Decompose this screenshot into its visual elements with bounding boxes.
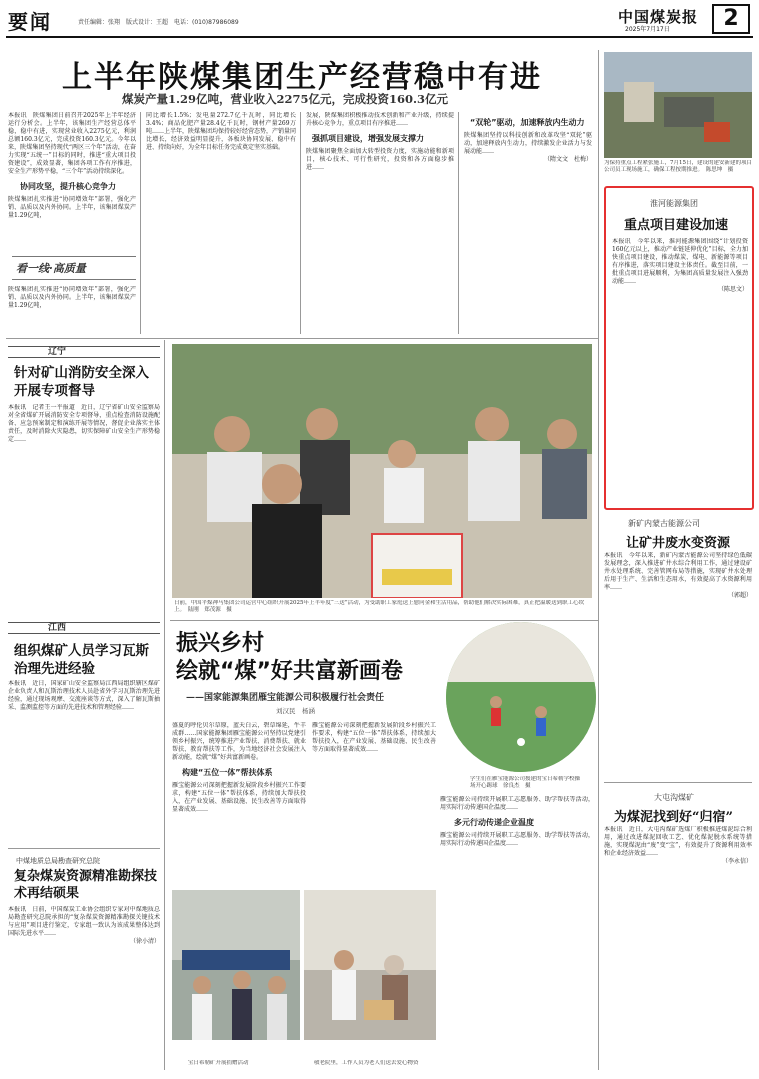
lead-col1-cont-text: 陕煤集团扎实推进“协同增效年”部署，强化产销、品质以及内外协同。上半年，该集团煤炭产量1.29亿吨， [8,286,136,309]
feature-body2-text: 雁宝能源公司深刻把握新发展阶段乡村振兴工作要求，构建“五位一体”帮扶体系，持续加大帮扶投入，在产业发展、基础设施、民生改善等方面取得显著成效…… [172,782,306,813]
mid-body [604,552,752,778]
jiangxi-body [8,680,160,844]
bottom-kicker: 大屯沟煤矿 [654,793,694,802]
right-divider [604,782,752,783]
jiangxi-headline: 组织煤矿人员学习瓦斯治理先进经验 [14,643,149,677]
feature-sub1: 构建“五位一体”帮扶体系 [182,768,273,777]
bottom-author: （李永信） [721,858,752,865]
third-headline: 复杂煤炭资源精准勘探技术再结硕果 [14,869,158,901]
lead-col3 [306,112,454,334]
feature-photo-bc-caption: 敬老院里，工作人员为老人们送去爱心物资 [314,1060,419,1066]
region-bar-jiangxi [8,622,160,634]
third-body-text: 本报讯 日前，中国煤炭工业协会组织专家对中煤地质总局勘查研究总院承担的“复杂煤炭资源精准勘探关键技术与应用”项目进行鉴定，专家组一致认为该成果整体达到国际先进水平…… [8,906,160,937]
feature-divider [170,620,598,621]
section-divider [6,338,598,339]
mid-body-text: 本报讯 今年以来，新矿内蒙古能源公司坚持绿色低碳发展理念，深入推进矿井水综合利用工作，通过建设矿井水处理系统、完善管网布局等措施，实现矿井水处理后用于生产、生活和生态用水，有效提高了水资源利用率…… [604,552,752,591]
liaoning-body-text: 本报讯 记者王一平报道 近日，辽宁省矿山安全监察局对全省煤矿开展消防安全专项督导，重点检查消防设施配备、应急预案制定和演练开展等情况，督促企业落实主体责任，及时消除火灾隐患，切实保障矿山安全生产形势稳定…… [8,404,160,443]
feature-photo-bl [172,890,300,1040]
third-body [8,906,160,1070]
bottom-body-text: 本报讯 近日，大屯沟煤矿选煤厂积极推进煤泥综合利用，通过改进煤泥回收工艺、优化煤泥脱水系统等措施，实现煤泥由“废”变“宝”，有效提升了资源利用效率和企业经济效益…… [604,826,752,857]
feature-headline-1: 振兴乡村 [176,631,265,656]
lead-col1-sub: 协同攻坚，提升核心竞争力 [20,182,116,191]
feature-photo-bc [304,890,436,1040]
mid-headline: 让矿井废水变资源 [626,536,731,551]
main-photo-caption: 日前，中国平煤神马集团公司运营中心组织开展2025年上半年度“三送”活动，为受助职工家庭送上慰问金和生活用品，帮助他们解决实际困难，真正把温暖送到职工心坎上。 陆刚 郑茂源 摄 [174,600,585,613]
region-bar-liaoning [8,346,160,358]
paper-name: 中国煤炭报 [618,8,699,26]
bottom-body [604,826,752,1070]
left-divider [8,848,160,849]
feature-subtitle: ——国家能源集团雁宝能源公司积极履行社会责任 [186,693,385,703]
editor-line: 责任编辑：张翔 版式设计：王超 电话：(010)87986089 [78,19,239,26]
right-top-photo [604,52,752,158]
feature-body-text: 盛夏的呼伦贝尔草原，蓝天白云，碧草绵延，牛羊成群……国家能源集团雁宝能源公司坚持以党建引领乡村振兴，统筹推进产业帮扶、消费帮扶、就业帮扶、教育帮扶等工作，为当地经济社会发展注入新动能，绘就“煤”好共富新画卷。 [172,722,306,761]
third-author: （徐小清） [129,938,160,945]
liaoning-body [8,404,160,614]
feature-col3-text: 雁宝能源公司持续开展职工志愿服务、助学帮扶等活动，用实际行动传递国企温度…… [440,796,594,811]
soccer-photo-icon [446,622,596,772]
lead-col4-author: （隋文文 杜梅） [543,156,592,163]
main-photo [172,344,592,598]
lead-col4-sub: “双轮”驱动，加速释放内生动力 [470,118,585,127]
lead-subheadline: 煤炭产量1.29亿吨，营业收入2275亿元，完成投资160.3亿元 [122,92,449,106]
mid-kicker: 新矿内蒙古能源公司 [628,519,700,528]
third-kicker: 中煤地质总局勘查研究总院 [16,857,100,865]
feature-photo [446,622,596,772]
jiangxi-body-text: 本报讯 近日，国家矿山安全监察局江西局组织辖区煤矿企业负责人和瓦斯治理技术人员赴省外学习瓦斯治理先进经验，通过现场观摩、交流座谈等方式，深入了解瓦斯抽采、监测监控等方面的先进技术和管理经验…… [8,680,160,711]
region-jiangxi: 江西 [48,623,67,633]
feature-byline: 刘汉民 杨涵 [276,707,315,715]
nursing-home-photo-icon [304,890,436,1040]
col-divider [300,112,301,334]
page-number-text: 2 [723,6,739,31]
lead-col1-cont [8,286,136,334]
feature-photo-caption: 学生们在雁宝能源公司援建的宝日希勒学校操场开心踢球 徐良杰 摄 [470,776,581,789]
box-headline: 重点项目建设加速 [624,218,729,233]
donation-photo-icon [172,890,300,1040]
feature-photo-bl-caption-text: 宝日希勒矿开展捐赠活动 [188,1060,249,1066]
lead-col2-text: 同比增长1.5%；发电量272.7亿千瓦时，同比增长3.4%；商品化肥产量28.4亿千瓦时，钢材产量269万吨……上半年，陕煤集团均保持较好经营态势，产销量同比增长，经济效益明显提升，各板块协同发展、稳中有进、持续向好，为全年目标任务完成奠定坚实基础。 [146,112,296,151]
lead-col1b-text: 陕煤集团扎实推进“协同增效年”部署，强化产销、品质以及内外协同。上半年，该集团煤炭产量1.29亿吨， [8,196,136,219]
box-body [612,238,748,500]
feature-col2-text: 雁宝能源公司深刻把握新发展阶段乡村振兴工作要求，构建“五位一体”帮扶体系，持续加大帮扶投入，在产业发展、基础设施、民生改善等方面取得显著成效…… [312,722,436,753]
right-top-caption: 为保持重点工程紧张施工，7月15日，建设的建安新建的项目公司员工现场施工，确保工程按期推进。 陈思坤 摄 [604,160,752,173]
masthead-rule [6,36,753,38]
liaoning-headline: 针对矿山消防安全深入开展专项督导 [14,365,149,399]
event-photo-icon [172,344,592,598]
section-title: 要闻 [8,10,52,34]
feature-col3 [440,796,594,1066]
column-badge [12,256,136,280]
left-column-divider [164,340,165,1070]
col-divider [140,112,141,334]
feature-col2 [312,722,436,884]
lead-col4 [464,112,592,334]
construction-photo-icon [604,52,752,158]
feature-sub2: 多元行动传递企业温度 [454,818,534,827]
feature-headline-2: 绘就“煤”好共富新画卷 [176,659,403,684]
column-badge-text: 看一线·高质量 [16,262,86,275]
lead-col3b-text: 陕煤集团聚焦全面加大转型投资力度，实施动能和新项目，核心技术、可行性研究，投资和各方面稳步推进…… [306,148,454,171]
page-number [712,4,750,34]
box-kicker: 淮河能源集团 [650,199,698,208]
right-column-divider [598,50,599,1070]
lead-col3-sub: 强抓项目建设，增强发展支撑力 [312,134,424,143]
lead-headline: 上半年陕煤集团生产经营稳中有进 [62,60,542,95]
lead-col3-text: 发展，陕煤集团积极推动技术创新和产业升级，持续提升核心竞争力，重点项目有序推进…… [306,112,454,127]
box-author: （陈思文） [717,286,748,293]
highlight-box [604,186,754,510]
bottom-headline: 为煤泥找到好“归宿” [614,810,733,825]
box-body-text: 本报讯 今年以来，淮河能源集团围绕“计划投资160亿元以上，推动产业链延伸优化”目标，全力加快重点项目建设，推动煤炭、煤电、新能源等项目有序推进，落实项目建设主体责任。截至目前，一批重点项目进展顺利，为集团高质量发展注入强劲动能…… [612,238,748,285]
lead-col2 [146,112,296,334]
region-liaoning: 辽宁 [48,347,67,357]
lead-col1-text: 本报讯 陕煤集团日前召开2025年上半年经济运行分析会。上半年，该集团生产经营总体平稳，稳中有进，实现营业收入2275亿元，利润总额160.3亿元，完成投资160.3亿元。今年以来，陕煤集团坚持现代“两区三个年”活动，在奋力实现“五统一”目标的同时，推进“重大项目投资建设”，成效显著，集团各项工作有序推进，安全生产形势平稳，“三个年”活动持续深化。 [8,112,136,175]
feature-col3b-text: 雁宝能源公司持续开展职工志愿服务、助学帮扶等活动，用实际行动传递国企温度…… [440,832,594,847]
feature-col1 [172,722,306,884]
lead-col4-text: 陕煤集团坚持以科技创新和改革攻坚“双轮”驱动，加速释放内生动力，持续激发企业活力与发展动能…… [464,132,592,155]
masthead [0,0,759,36]
col-divider [458,112,459,334]
mid-author: （郭超） [727,592,752,599]
issue-date: 2025年7月17日 [625,26,670,33]
